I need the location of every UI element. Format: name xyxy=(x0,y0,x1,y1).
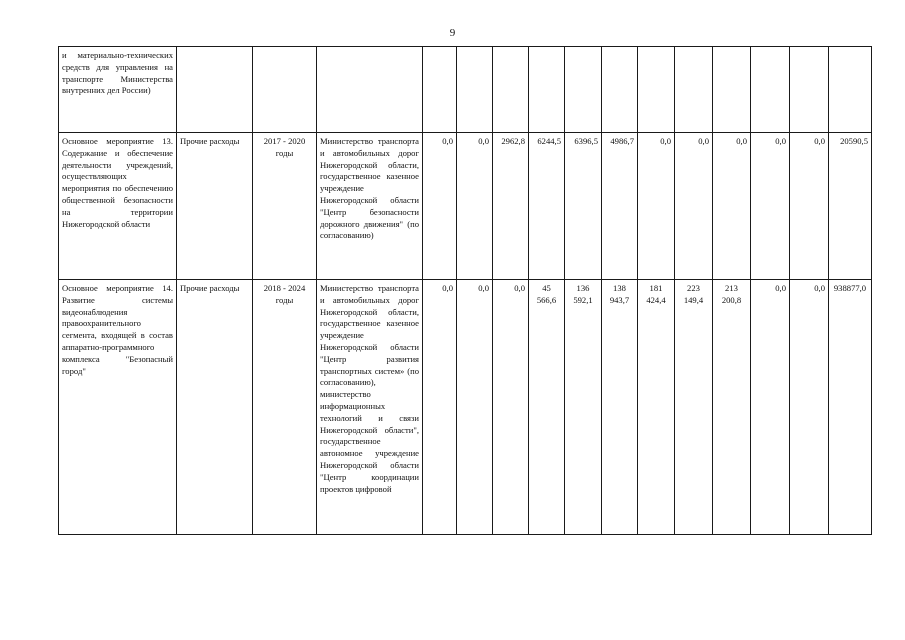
value-cell: 0,0 xyxy=(790,133,829,280)
value-cell: 223 149,4 xyxy=(675,280,713,535)
activity-name-cell: и материально-технических средств для управления на транспорте Министерства внутренних дел России) xyxy=(59,47,177,133)
value-cell: 0,0 xyxy=(751,280,790,535)
value-cell: 0,0 xyxy=(638,133,675,280)
total-value-cell: 20590,5 xyxy=(829,133,872,280)
value-cell: 0,0 xyxy=(713,133,751,280)
value-cell: 0,0 xyxy=(751,133,790,280)
value-cell: 213 200,8 xyxy=(713,280,751,535)
period-cell xyxy=(253,47,317,133)
program-activities-table xyxy=(58,46,872,535)
value-cell: 181 424,4 xyxy=(638,280,675,535)
value-cell: 2962,8 xyxy=(493,133,529,280)
expense-type-cell: Прочие расходы xyxy=(177,280,253,535)
activity-name-cell: Основное мероприятие 13. Содержание и обеспечение деятельности учреждений, осуществляющих мероприятия по обеспечению общественной безопасности на территории Нижегородской области xyxy=(59,133,177,280)
value-cell xyxy=(790,47,829,133)
value-cell xyxy=(602,47,638,133)
value-cell: 136 592,1 xyxy=(565,280,602,535)
table-row xyxy=(59,280,872,535)
period-cell: 2018 - 2024 годы xyxy=(253,280,317,535)
value-cell: 0,0 xyxy=(457,280,493,535)
table-row xyxy=(59,47,872,133)
value-cell: 138 943,7 xyxy=(602,280,638,535)
value-cell xyxy=(565,47,602,133)
value-cell: 0,0 xyxy=(423,280,457,535)
value-cell xyxy=(713,47,751,133)
value-cell: 0,0 xyxy=(675,133,713,280)
value-cell xyxy=(423,47,457,133)
expense-type-cell xyxy=(177,47,253,133)
value-cell xyxy=(829,47,872,133)
value-cell xyxy=(529,47,565,133)
value-cell: 0,0 xyxy=(493,280,529,535)
value-cell xyxy=(638,47,675,133)
total-value-cell: 938877,0 xyxy=(829,280,872,535)
value-cell xyxy=(675,47,713,133)
value-cell: 6396,5 xyxy=(565,133,602,280)
value-cell xyxy=(457,47,493,133)
page-number: 9 xyxy=(449,27,456,39)
value-cell: 6244,5 xyxy=(529,133,565,280)
value-cell: 0,0 xyxy=(790,280,829,535)
value-cell: 0,0 xyxy=(457,133,493,280)
activity-name-cell: Основное мероприятие 14. Развитие системы видеонаблюдения правоохранительного сегмента, входящей в состав аппаратно-программного комплекса "Безопасный город" xyxy=(59,280,177,535)
value-cell xyxy=(493,47,529,133)
executor-cell: Министерство транспорта и автомобильных дорог Нижегородской области, государственное казенное учреждение Нижегородской области "Центр развития транспортных систем» (по согласованию), министерство информационных технологий и связи Нижегородской области", государственное автономное учреждение Нижегородской области "Центр координации проектов цифровой xyxy=(317,280,423,535)
value-cell: 45 566,6 xyxy=(529,280,565,535)
table-row xyxy=(59,133,872,280)
period-cell: 2017 - 2020 годы xyxy=(253,133,317,280)
executor-cell: Министерство транспорта и автомобильных дорог Нижегородской области, государственное казенное учреждение Нижегородской области "Центр безопасности дорожного движения" (по согласованию) xyxy=(317,133,423,280)
value-cell: 4986,7 xyxy=(602,133,638,280)
executor-cell xyxy=(317,47,423,133)
value-cell xyxy=(751,47,790,133)
value-cell: 0,0 xyxy=(423,133,457,280)
expense-type-cell: Прочие расходы xyxy=(177,133,253,280)
